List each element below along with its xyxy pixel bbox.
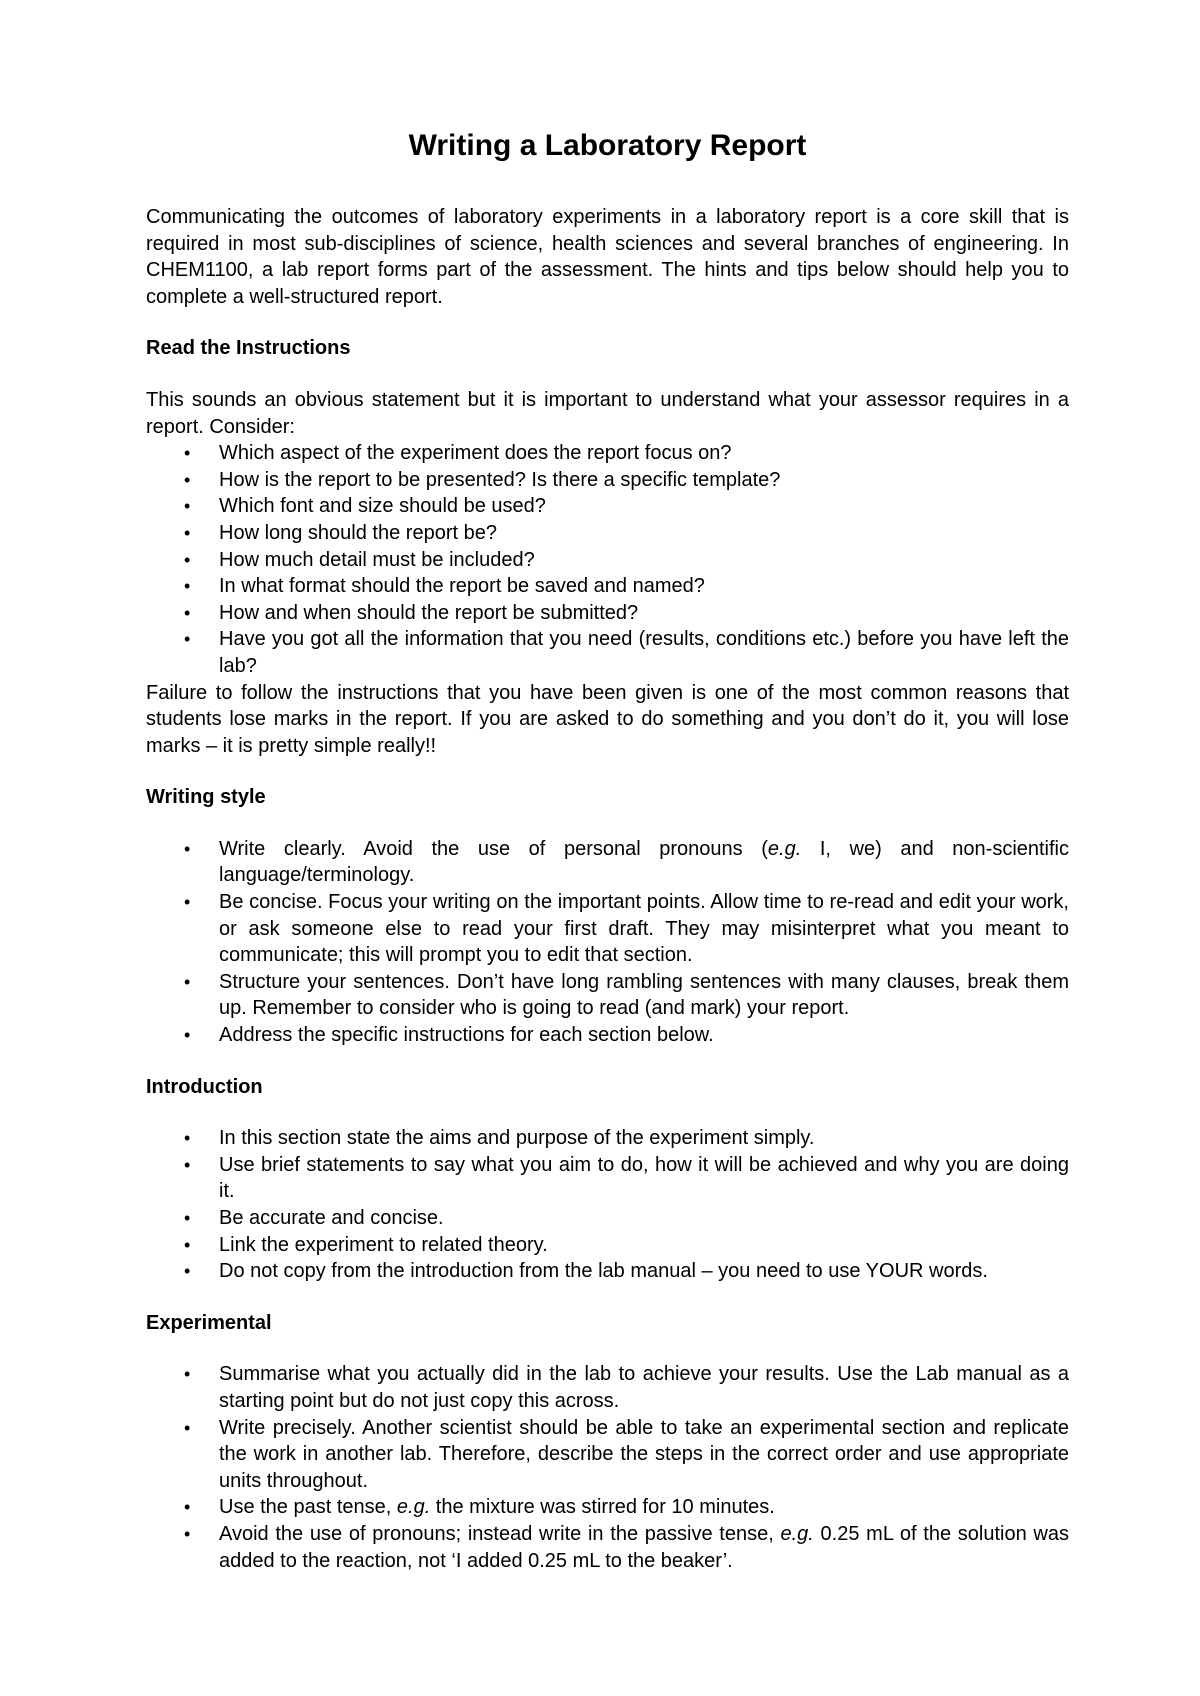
bullet-icon: • <box>184 892 191 913</box>
bullet-icon: • <box>184 496 191 517</box>
page-title: Writing a Laboratory Report <box>408 129 807 162</box>
bullet-icon: • <box>184 1234 191 1255</box>
list-item: • How is the report to be presented? Is there a specific template? <box>146 467 1069 494</box>
list-item: • Link the experiment to related theory. <box>146 1232 1069 1259</box>
list-item: • Do not copy from the introduction from the lab manual – you need to use YOUR words. <box>146 1258 1069 1285</box>
bullet-icon: • <box>184 1208 191 1228</box>
bullet-icon: • <box>184 1025 191 1046</box>
bullet-icon: • <box>184 469 191 490</box>
list-item: • Use brief statements to say what you aim to do, how it will be achieved and why you are doing it. <box>184 1153 1069 1203</box>
instructions-lead: This sounds an obvious statement but it is important to understand what your assessor requires in a report. Consider: <box>146 388 1069 438</box>
section-heading-writing-style: Writing style <box>146 786 266 809</box>
bullet-icon: • <box>184 1364 191 1385</box>
bullet-icon: • <box>184 1417 191 1438</box>
list-item: • In what format should the report be saved and named? <box>146 573 1069 600</box>
list-item: • Which font and size should be used? <box>146 493 1069 520</box>
bullet-icon: • <box>184 576 191 597</box>
list-item: • Address the specific instructions for each section below. <box>146 1022 1069 1049</box>
list-item: • Summarise what you actually did in the lab to achieve your results. Use the Lab manual as a starting point but do not just copy this across. <box>184 1363 1069 1412</box>
writing-style-list <box>146 836 1069 1049</box>
list-item: • How much detail must be included? <box>146 547 1069 574</box>
list-item: • Write clearly. Avoid the use of personal pronouns (e.g. I, we) and non-scientific language/terminology. <box>184 837 1070 887</box>
bullet-icon: • <box>184 838 191 859</box>
bullet-icon: • <box>184 549 191 570</box>
section-heading-introduction: Introduction <box>146 1075 263 1098</box>
bullet-icon: • <box>184 1261 191 1282</box>
list-item: • How and when should the report be submitted? <box>146 600 1069 627</box>
bullet-icon: • <box>184 443 191 464</box>
list-item: • Use the past tense, e.g. the mixture was stirred for 10 minutes. <box>146 1494 1069 1521</box>
list-item: • Which aspect of the experiment does the report focus on? <box>146 440 1069 467</box>
section-heading-experimental: Experimental <box>146 1311 272 1334</box>
bullet-icon: • <box>184 1128 191 1149</box>
list-item: • Avoid the use of pronouns; instead write in the passive tense, e.g. 0.25 mL of the solution was added to the reaction, not ‘I added 0.25 mL to the beaker’. <box>184 1522 1069 1572</box>
bullet-icon: • <box>184 522 191 543</box>
list-item: • Write precisely. Another scientist should be able to take an experimental section and replicate the work in another lab. Therefore, describe the steps in the correct order and use appropriate units throughout. <box>184 1416 1069 1492</box>
introduction-list <box>146 1125 1069 1285</box>
list-item: • In this section state the aims and purpose of the experiment simply. <box>146 1125 1069 1152</box>
bullet-icon: • <box>184 629 191 650</box>
bullet-icon: • <box>184 602 191 623</box>
instructions-list <box>146 440 1069 679</box>
instructions-closing: Failure to follow the instructions that you have been given is one of the most common reasons that students lose marks in the report. If you are asked to do something and you don’t do it, you will lose marks – it is pretty simple really!! <box>146 681 1069 757</box>
list-item: • Have you got all the information that you need (results, conditions etc.) before you have left the lab? <box>184 628 1069 677</box>
section-heading-instructions: Read the Instructions <box>146 337 351 360</box>
bullet-icon: • <box>184 1523 191 1544</box>
list-item: • How long should the report be? <box>146 520 1069 547</box>
intro-paragraph: Communicating the outcomes of laboratory experiments in a laboratory report is a core skill that is required in most sub-disciplines of science, health sciences and several branches of engineering. In CHEM1100, a lab report forms part of the assessment. The hints and tips below should help you to complete a well-structured report. <box>146 206 1069 308</box>
experimental-list <box>146 1361 1069 1574</box>
bullet-icon: • <box>184 1497 191 1518</box>
bullet-icon: • <box>184 971 191 992</box>
list-item: • Be accurate and concise. <box>146 1205 1069 1232</box>
bullet-icon: • <box>184 1154 191 1175</box>
list-item: • Structure your sentences. Don’t have long rambling sentences with many clauses, break them up. Remember to consider who is going to read (and mark) your report. <box>184 970 1069 1020</box>
list-item: • Be concise. Focus your writing on the important points. Allow time to re-read and edit your work, or ask someone else to read your first draft. They may misinterpret what you meant to communicate; this will prompt you to edit that section. <box>184 891 1069 967</box>
